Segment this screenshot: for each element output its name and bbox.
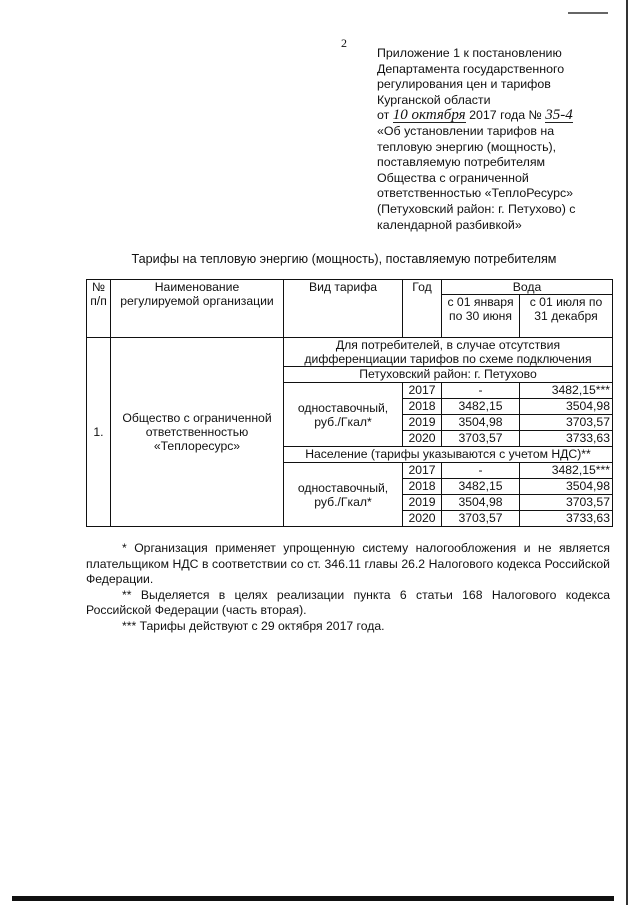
value-cell: 3703,57 (520, 415, 613, 431)
header-period-2: с 01 июля по 31 декабря (520, 295, 613, 338)
date-year: 2017 года № (469, 108, 542, 123)
header-year: Год (403, 280, 442, 338)
value-cell: 3482,15 (442, 399, 520, 415)
scan-bottom-bar (12, 896, 614, 901)
year-cell: 2017 (403, 463, 442, 479)
organization-name: Общество с ограниченной ответственностью «Теплоресурс» (111, 338, 284, 527)
value-cell: 3733,63 (520, 431, 613, 447)
header-num: № п/п (87, 280, 111, 338)
scan-right-edge (626, 0, 628, 905)
footnote-3: *** Тарифы действуют с 29 октября 2017 года. (122, 618, 385, 633)
section-title: Для потребителей, в случае отсутствия дифференциации тарифов по схеме подключения (284, 338, 613, 367)
handwritten-number: 35-4 (545, 107, 573, 124)
value-cell: - (442, 383, 520, 399)
value-cell: - (442, 463, 520, 479)
header-water: Вода (442, 280, 613, 295)
year-cell: 2018 (403, 399, 442, 415)
header-organization: Наименование регулируемой организации (111, 280, 284, 338)
footnotes (86, 541, 610, 634)
appendix-subject: «Об установлении тарифов на тепловую энергию (мощность), поставляемую потребителям Общества с ограниченной ответственностью «ТеплоРесурс» (Петуховский район: г. Петухово) с календарной разбивкой» (377, 123, 576, 232)
population-title: Население (тарифы указываются с учетом НДС)** (284, 447, 613, 463)
header-period-1: с 01 января по 30 июня (442, 295, 520, 338)
year-cell: 2019 (403, 495, 442, 511)
year-cell: 2020 (403, 431, 442, 447)
appendix-line-3: регулирования цен и тарифов (377, 77, 551, 92)
appendix-date-line (377, 108, 607, 124)
year-cell: 2019 (403, 415, 442, 431)
tariff-type-cell: одноставочный, руб./Гкал* (284, 383, 403, 447)
value-cell: 3482,15*** (520, 383, 613, 399)
value-cell: 3504,98 (520, 399, 613, 415)
appendix-block (377, 46, 607, 233)
value-cell: 3703,57 (520, 495, 613, 511)
document-heading: Тарифы на тепловую энергию (мощность), поставляемую потребителям (131, 252, 557, 266)
tariff-table (86, 279, 613, 527)
value-cell: 3482,15 (442, 479, 520, 495)
footnote-1: * Организация применяет упрощенную систему налогообложения и не является плательщиком НДС в соответствии со ст. 346.11 главы 26.2 Налогового кодекса Российской Федерации. (86, 541, 610, 586)
value-cell: 3504,98 (442, 415, 520, 431)
header-tariff-type: Вид тарифа (284, 280, 403, 338)
year-cell: 2018 (403, 479, 442, 495)
scan-top-mark (568, 12, 608, 14)
appendix-line-2: Департамента государственного (377, 61, 565, 76)
handwritten-date: 10 октября (392, 107, 466, 124)
value-cell: 3504,98 (520, 479, 613, 495)
page-number: 2 (341, 36, 347, 50)
tariff-type-cell: одноставочный, руб./Гкал* (284, 463, 403, 527)
value-cell: 3482,15*** (520, 463, 613, 479)
value-cell: 3703,57 (442, 511, 520, 527)
value-cell: 3703,57 (442, 431, 520, 447)
year-cell: 2020 (403, 511, 442, 527)
value-cell: 3504,98 (442, 495, 520, 511)
appendix-line-4: Курганской области (377, 92, 491, 107)
year-cell: 2017 (403, 383, 442, 399)
value-cell: 3733,63 (520, 511, 613, 527)
row-number: 1. (87, 338, 111, 527)
footnote-2: ** Выделяется в целях реализации пункта 6 статьи 168 Налогового кодекса Российской Федерации (часть вторая). (86, 587, 610, 617)
appendix-line-1: Приложение 1 к постановлению (377, 46, 562, 60)
district-row: Петуховский район: г. Петухово (284, 367, 613, 383)
date-prefix: от (377, 108, 390, 123)
